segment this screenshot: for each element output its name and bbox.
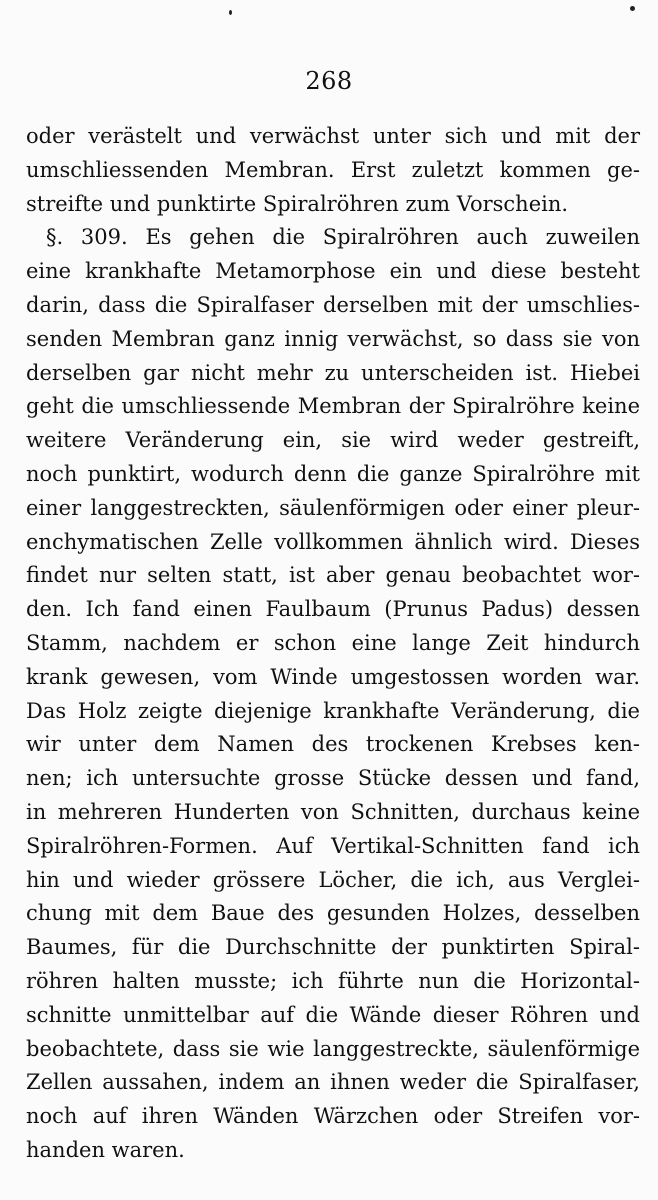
text-line: krank gewesen, vom Winde umgestossen worden war. <box>26 664 640 689</box>
text-line: nen; ich untersuchte grosse Stücke dessen und fand, <box>26 766 640 791</box>
text-line: oder verästelt und verwächst unter sich und mit der <box>26 124 640 148</box>
text-line: beobachtete, dass sie wie langgestreckte, säulenförmige <box>26 1036 640 1061</box>
page-number: 268 <box>305 67 353 95</box>
text-line: chung mit dem Baue des gesunden Holzes, desselben <box>26 901 640 926</box>
text-line: wir unter dem Namen des trockenen Krebses ken- <box>26 732 640 757</box>
text-line: handen waren. <box>26 1137 185 1162</box>
text-line: Spiralröhren-Formen. Auf Vertikal-Schnitten fand ich <box>26 833 640 858</box>
text-line: enchymatischen Zelle vollkommen ähnlich wird. Dieses <box>26 529 640 554</box>
text-line: senden Membran ganz innig verwächst, so dass sie von <box>26 326 640 351</box>
text-line: hin und wieder grössere Löcher, die ich, aus Verglei- <box>26 867 640 892</box>
text-line: Stamm, nachdem er schon eine lange Zeit hindurch <box>26 630 640 655</box>
text-line: Zellen aussahen, indem an ihnen weder die Spiralfaser, <box>26 1070 640 1095</box>
text-line: §. 309. Es gehen die Spiralröhren auch zuweilen <box>46 225 640 250</box>
text-line: noch auf ihren Wänden Wärzchen oder Streifen vor- <box>26 1104 640 1129</box>
text-line: streifte und punktirte Spiralröhren zum Vorschein. <box>26 191 569 216</box>
text-line: umschliessenden Membran. Erst zuletzt kommen ge- <box>26 157 640 182</box>
text-line: den. Ich fand einen Faulbaum (Prunus Padus) dessen <box>26 597 640 622</box>
print-speck <box>630 6 635 11</box>
text-line: röhren halten musste; ich führte nun die Horizontal- <box>26 968 640 993</box>
text-line: weitere Veränderung ein, sie wird weder gestreift, <box>26 428 640 453</box>
text-line: darin, dass die Spiralfaser derselben mit der umschlies- <box>26 292 640 317</box>
text-line: Baumes, für die Durchschnitte der punktirten Spiral- <box>26 935 640 960</box>
text-line: schnitte unmittelbar auf die Wände dieser Röhren und <box>26 1002 640 1027</box>
text-line: einer langgestreckten, säulenförmigen oder einer pleur- <box>26 495 640 520</box>
text-line: Das Holz zeigte diejenige krankhafte Veränderung, die <box>26 698 640 723</box>
text-line: noch punktirt, wodurch denn die ganze Spiralröhre mit <box>26 461 640 486</box>
text-line: eine krankhafte Metamorphose ein und diese besteht <box>26 259 640 284</box>
body-text <box>26 120 640 1168</box>
text-line: findet nur selten statt, ist aber genau beobachtet wor- <box>26 563 640 588</box>
print-speck <box>229 10 232 15</box>
text-line: in mehreren Hunderten von Schnitten, durchaus keine <box>26 799 640 824</box>
text-line: derselben gar nicht mehr zu unterscheiden ist. Hiebei <box>26 360 640 385</box>
text-line: geht die umschliessende Membran der Spiralröhre keine <box>26 394 640 419</box>
